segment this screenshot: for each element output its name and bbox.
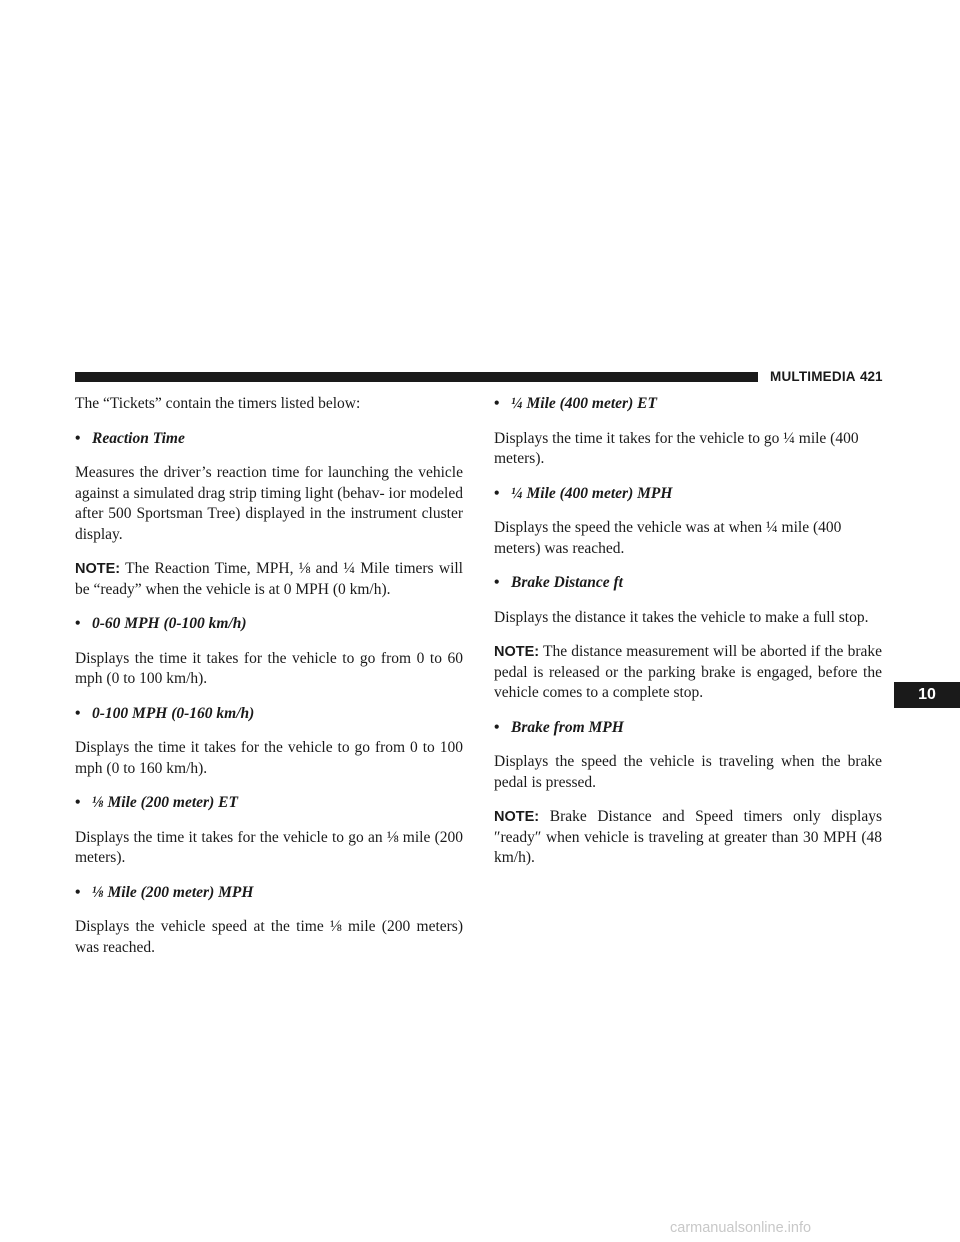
bullet-label: ¼ Mile (400 meter) ET [511,395,657,412]
page-number: 421 [860,369,883,384]
intro-paragraph: The “Tickets” contain the timers listed below: [75,395,361,412]
bullet-quarter-mile-mph [494,484,882,505]
description-0-100: Displays the time it takes for the vehicle to go from 0 to 100 mph (0 to 160 km/h). [75,739,463,777]
bullet-icon: • [494,395,500,412]
note-text: The distance measurement will be aborted if the brake pedal is released or the parking brake is engaged, before the vehicle comes to a complete stop. [494,643,882,701]
bullet-eighth-mile-et [75,793,463,814]
note-label: NOTE: [494,809,540,825]
bullet-label: Brake Distance ft [511,574,623,591]
bullet-brake-from-mph [494,718,882,739]
note-brake-distance [494,642,882,704]
bullet-label: Reaction Time [92,429,185,447]
bullet-icon: • [75,429,81,447]
right-column [494,394,882,883]
watermark: carmanualsonline.info [670,1220,812,1236]
bullet-label: ¼ Mile (400 meter) MPH [511,484,673,502]
description-eighth-mile-et: Displays the time it takes for the vehicle to go an ⅛ mile (200 meters). [75,828,463,866]
bullet-label: 0-60 MPH (0-100 km/h) [92,615,247,632]
bullet-label: ⅛ Mile (200 meter) ET [92,794,238,811]
header-rule [75,372,758,382]
bullet-icon: • [494,484,500,502]
bullet-quarter-mile-et [494,394,882,415]
bullet-icon: • [75,615,81,632]
bullet-icon: • [75,704,81,722]
description-brake-distance: Displays the distance it takes the vehicle to make a full stop. [494,608,869,626]
bullet-icon: • [494,574,500,591]
bullet-reaction-time [75,429,463,450]
description-0-60: Displays the time it takes for the vehicle to go from 0 to 60 mph (0 to 100 km/h). [75,649,463,687]
note-speed-timers [494,807,882,869]
section-title: MULTIMEDIA [770,369,856,384]
note-text: Brake Distance and Speed timers only displays ″ready″ when vehicle is traveling at greater than 30 MPH (48 km/h). [494,808,883,866]
note-label: NOTE: [75,561,121,577]
bullet-icon: • [75,883,81,901]
left-column [75,394,463,972]
bullet-icon: • [75,794,81,811]
reaction-time-description: Measures the driver’s reaction time for launching the vehicle against a simulated drag strip timing light (behav- ior modeled after 500 Sportsman Tree) displayed in the instrument cluster display. [75,464,463,543]
note-text: The Reaction Time, MPH, ⅛ and ¼ Mile timers will be “ready” when the vehicle is at 0 MPH (0 km/h). [75,560,463,598]
bullet-label: Brake from MPH [511,718,624,736]
bullet-0-60 [75,614,463,635]
description-brake-from-mph: Displays the speed the vehicle is traveling when the brake pedal is pressed. [494,753,882,791]
description-quarter-mile-et: Displays the time it takes for the vehicle to go ¼ mile (400 meters). [494,429,859,467]
bullet-label: ⅛ Mile (200 meter) MPH [92,883,254,901]
description-eighth-mile-mph: Displays the vehicle speed at the time ⅛ mile (200 meters) was reached. [75,918,463,956]
bullet-label: 0-100 MPH (0-160 km/h) [92,704,255,722]
bullet-brake-distance [494,573,882,594]
bullet-0-100 [75,704,463,725]
bullet-icon: • [494,718,500,736]
note-label: NOTE: [494,644,540,660]
description-quarter-mile-mph: Displays the speed the vehicle was at when ¼ mile (400 meters) was reached. [494,519,842,557]
bullet-eighth-mile-mph [75,883,463,904]
note-reaction [75,559,463,600]
chapter-tab: 10 [894,682,960,708]
